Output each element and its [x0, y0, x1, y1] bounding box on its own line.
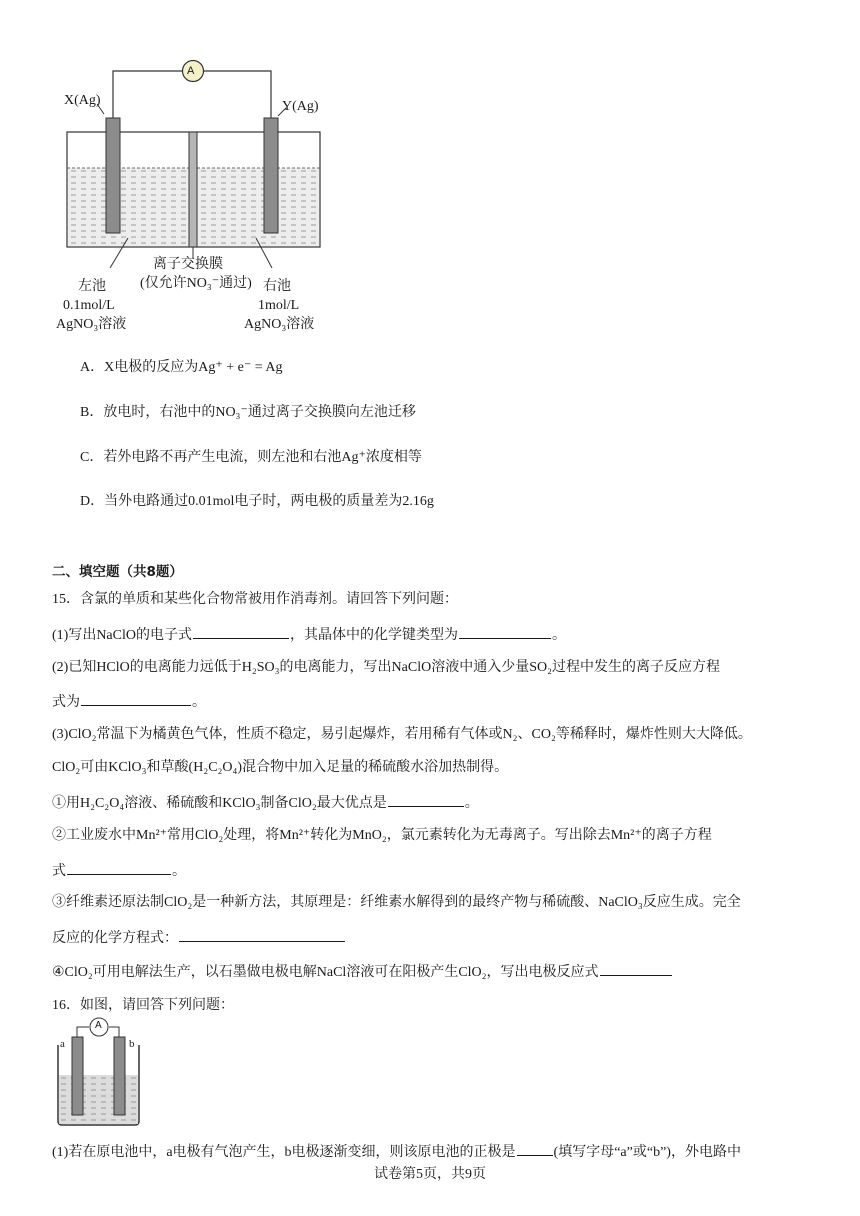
q15-sub1-end: 。	[464, 796, 479, 811]
q16-part1-text-a: (1)若在原电池中，a电极有气泡产生，b电极逐渐变细，则该原电池的正极是	[52, 1145, 516, 1160]
circuit-wire	[109, 1027, 119, 1037]
left-pool-conc: 0.1mol/L	[63, 298, 115, 313]
option-b: B．放电时，右池中的NO₃⁻通过离子交换膜向左池迁移	[80, 405, 416, 420]
page-footer: 试卷第5页，共9页	[374, 1167, 486, 1182]
q15-part2-text-b: 式为	[52, 695, 80, 710]
section-heading: 二、填空题（共8题）	[52, 564, 183, 580]
answer-blank[interactable]	[517, 1141, 553, 1156]
q15-sub2-text-b: 式	[52, 864, 66, 879]
q15-sub4-text: ④ClO₂可用电解法生产，以石墨做电极电解NaCl溶液可在阳极产生ClO₂，写出电极反应式	[52, 965, 599, 980]
electrode-y-label: Y(Ag)	[282, 99, 319, 114]
membrane-label: 离子交换膜	[153, 257, 223, 272]
q15-part1-text-c: 。	[552, 628, 566, 643]
q15-sub2-text-c: 。	[172, 864, 186, 879]
q16-stem: 16．如图，请回答下列问题：	[52, 998, 234, 1013]
option-a: A．X电极的反应为Ag⁺ + e⁻ = Ag	[80, 360, 283, 375]
q15-part1	[52, 624, 566, 646]
q15-sub3-text-b: 反应的化学方程式：	[52, 931, 178, 946]
ammeter-label: A	[187, 65, 195, 77]
q15-part1-text-b: ，其晶体中的化学键类型为	[290, 628, 458, 643]
electrode-b-label: b	[129, 1038, 135, 1050]
option-c: C．若外电路不再产生电流，则左池和右池Ag⁺浓度相等	[80, 450, 422, 465]
q15-sub3-line2	[52, 927, 346, 949]
q15-part1-text-a: (1)写出NaClO的电子式	[52, 628, 192, 643]
q15-sub1-text: ①用H₂C₂O₄溶液、稀硫酸和KClO₃制备ClO₂最大优点是	[52, 796, 387, 811]
beaker-solution-pattern	[59, 1075, 138, 1124]
answer-blank[interactable]	[388, 792, 464, 807]
q15-sub3-line1: ③纤维素还原法制ClO₂是一种新方法，其原理是：纤维素水解得到的最终产物与稀硫酸、NaClO₃反应生成。完全	[52, 895, 741, 910]
right-pool-conc: 1mol/L	[258, 298, 300, 313]
electrode-a-label: a	[60, 1038, 65, 1050]
circuit-wire	[113, 71, 182, 118]
electrode-x	[106, 118, 120, 233]
q15-part2-line1: (2)已知HClO的电离能力远低于H₂SO₃的电离能力，写出NaClO溶液中通入少量SO₂过程中发生的离子反应方程	[52, 660, 720, 675]
q15-part3-line2: ClO₂可由KClO₃和草酸(H₂C₂O₄)混合物中加入足量的稀硫酸水浴加热制得。	[52, 760, 509, 775]
q15-part3-line1: (3)ClO₂常温下为橘黄色气体，性质不稳定，易引起爆炸，若用稀有气体或N₂、CO₂等稀释时，爆炸性则大大降低。	[52, 727, 752, 742]
q15-part2-text-c: 。	[192, 695, 206, 710]
ion-exchange-membrane	[189, 132, 197, 247]
q15-stem: 15．含氯的单质和某些化合物常被用作消毒剂。请回答下列问题：	[52, 592, 458, 607]
answer-blank[interactable]	[67, 860, 171, 875]
concentration-cell-diagram	[0, 0, 860, 340]
answer-blank[interactable]	[459, 624, 551, 639]
left-pool-name: 左池	[78, 279, 106, 294]
circuit-wire	[77, 1027, 89, 1037]
electrode-x-label: X(Ag)	[64, 93, 101, 108]
galvanic-cell-diagram	[0, 1015, 200, 1135]
q15-sub4	[52, 961, 673, 983]
q15-sub2-line1: ②工业废水中Mn²⁺常用ClO₂处理，将Mn²⁺转化为MnO₂，氯元素转化为无毒离子。写出除去Mn²⁺的离子方程	[52, 828, 712, 843]
electrode-b	[114, 1037, 125, 1115]
answer-blank[interactable]	[81, 691, 191, 706]
q15-sub2-line2	[52, 860, 186, 882]
membrane-note: (仅允许NO₃⁻通过)	[140, 276, 252, 291]
circuit-wire	[204, 71, 271, 118]
meter-letter: A	[95, 1020, 102, 1031]
q15-part2-line2	[52, 691, 206, 713]
right-pool-name: 右池	[263, 279, 291, 294]
electrode-a	[72, 1037, 83, 1115]
option-d: D．当外电路通过0.01mol电子时，两电极的质量差为2.16g	[80, 494, 434, 509]
answer-blank[interactable]	[179, 927, 345, 942]
q16-part1-text-b: (填写字母“a”或“b”)，外电路中	[553, 1145, 741, 1160]
left-pool-solution: AgNO₃溶液	[56, 317, 127, 332]
right-pool-solution: AgNO₃溶液	[244, 317, 315, 332]
q16-part1	[52, 1141, 741, 1163]
q15-sub1	[52, 792, 479, 814]
answer-blank[interactable]	[193, 624, 289, 639]
answer-blank[interactable]	[600, 961, 672, 976]
electrode-y	[264, 118, 278, 233]
